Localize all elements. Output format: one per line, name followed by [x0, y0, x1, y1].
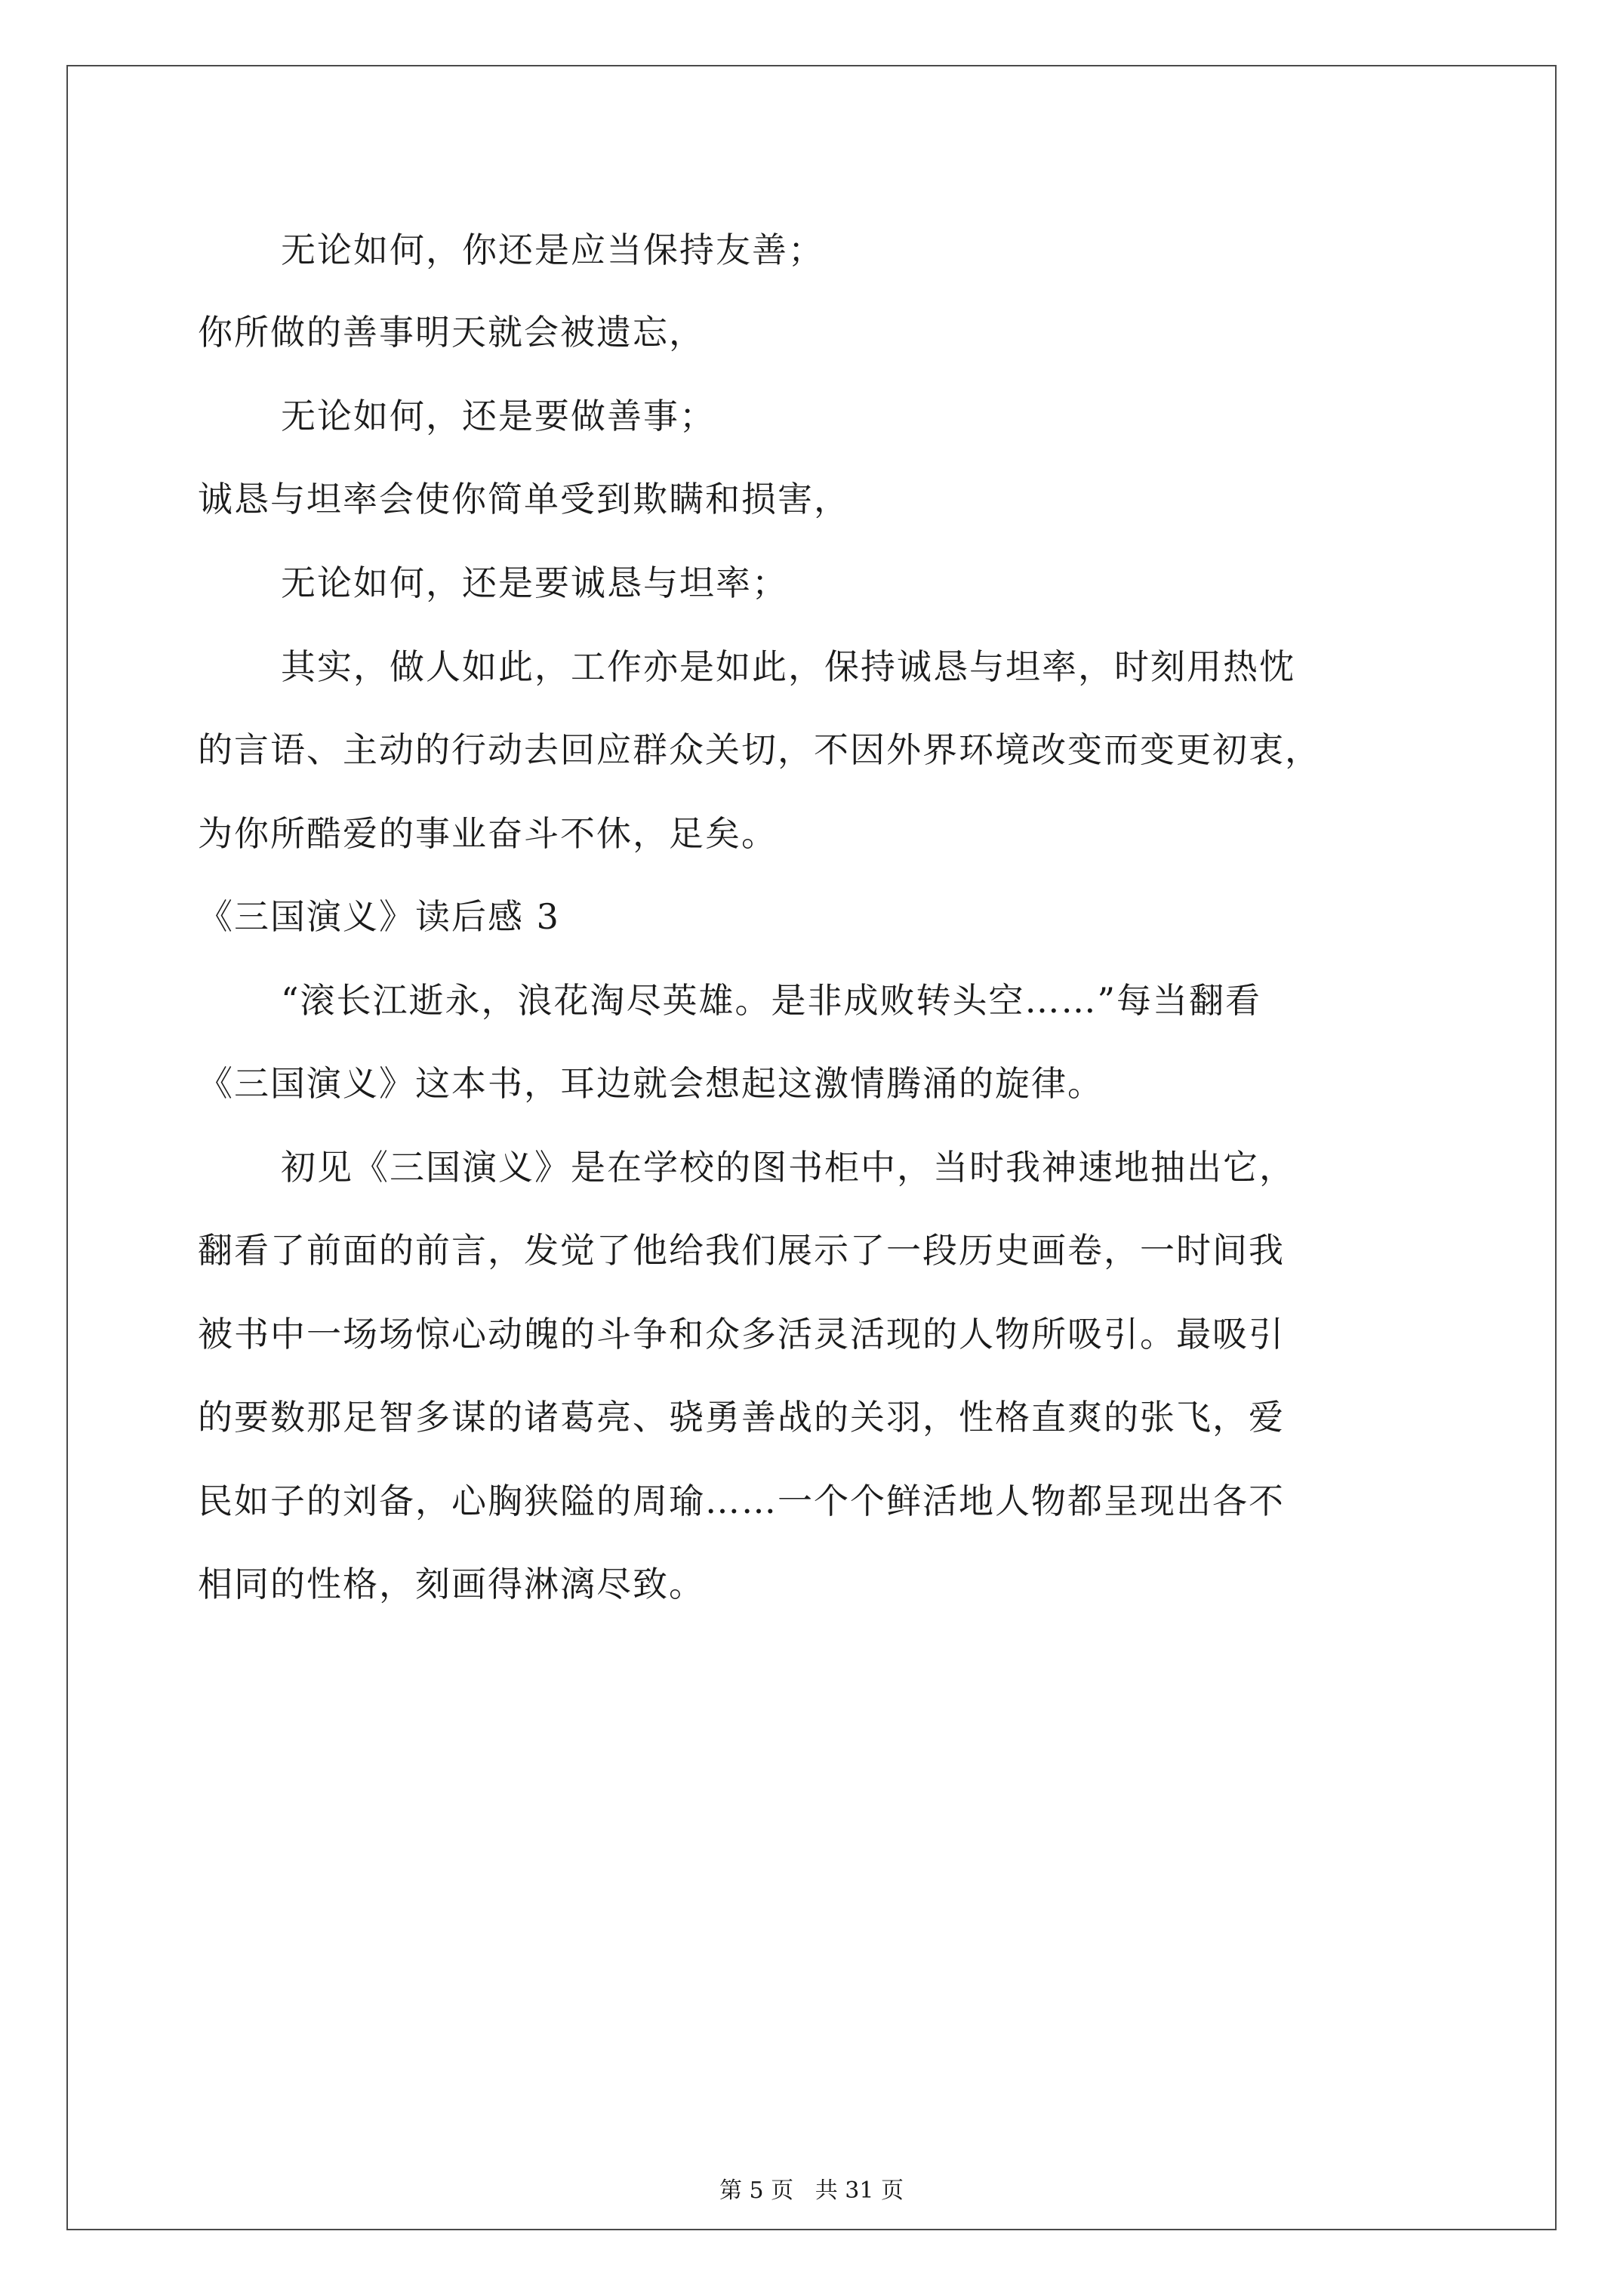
text-line: 民如子的刘备，心胸狭隘的周瑜……一个个鲜活地人物都呈现出各不: [198, 1481, 1285, 1521]
text-line: 诚恳与坦率会使你简单受到欺瞒和损害，: [198, 479, 850, 519]
text-line: 无论如何，还是要做善事；: [281, 396, 716, 436]
text-line: 翻看了前面的前言，发觉了他给我们展示了一段历史画卷，一时间我: [198, 1230, 1285, 1271]
text-line: 其实，做人如此，工作亦是如此，保持诚恳与坦率，时刻用热忱: [281, 646, 1295, 687]
text-line: 为你所酷爱的事业奋斗不休，足矣。: [198, 813, 778, 854]
text-line: 的言语、主动的行动去回应群众关切，不因外界环境改变而变更初衷，: [198, 729, 1321, 770]
text-line: 无论如何，你还是应当保持友善；: [281, 230, 824, 270]
text-line: 被书中一场场惊心动魄的斗争和众多活灵活现的人物所吸引。最吸引: [198, 1314, 1285, 1354]
text-line: 《三国演义》这本书，耳边就会想起这激情腾涌的旋律。: [198, 1063, 1104, 1104]
section-heading: 《三国演义》读后感 3: [198, 896, 560, 937]
text-line: 无论如何，还是要诚恳与坦率；: [281, 562, 788, 603]
text-line: “滚长江逝永，浪花淘尽英雄。是非成败转头空……”每当翻看: [281, 980, 1262, 1021]
text-line: 相同的性格，刻画得淋漓尽致。: [198, 1564, 705, 1604]
page-number: 第 5 页 共 31 页: [719, 2177, 904, 2204]
text-line: 你所做的善事明天就会被遗忘，: [198, 312, 705, 353]
text-line: 的要数那足智多谋的诸葛亮、骁勇善战的关羽，性格直爽的张飞，爱: [198, 1397, 1285, 1438]
text-line: 初见《三国演义》是在学校的图书柜中，当时我神速地抽出它，: [281, 1147, 1295, 1188]
